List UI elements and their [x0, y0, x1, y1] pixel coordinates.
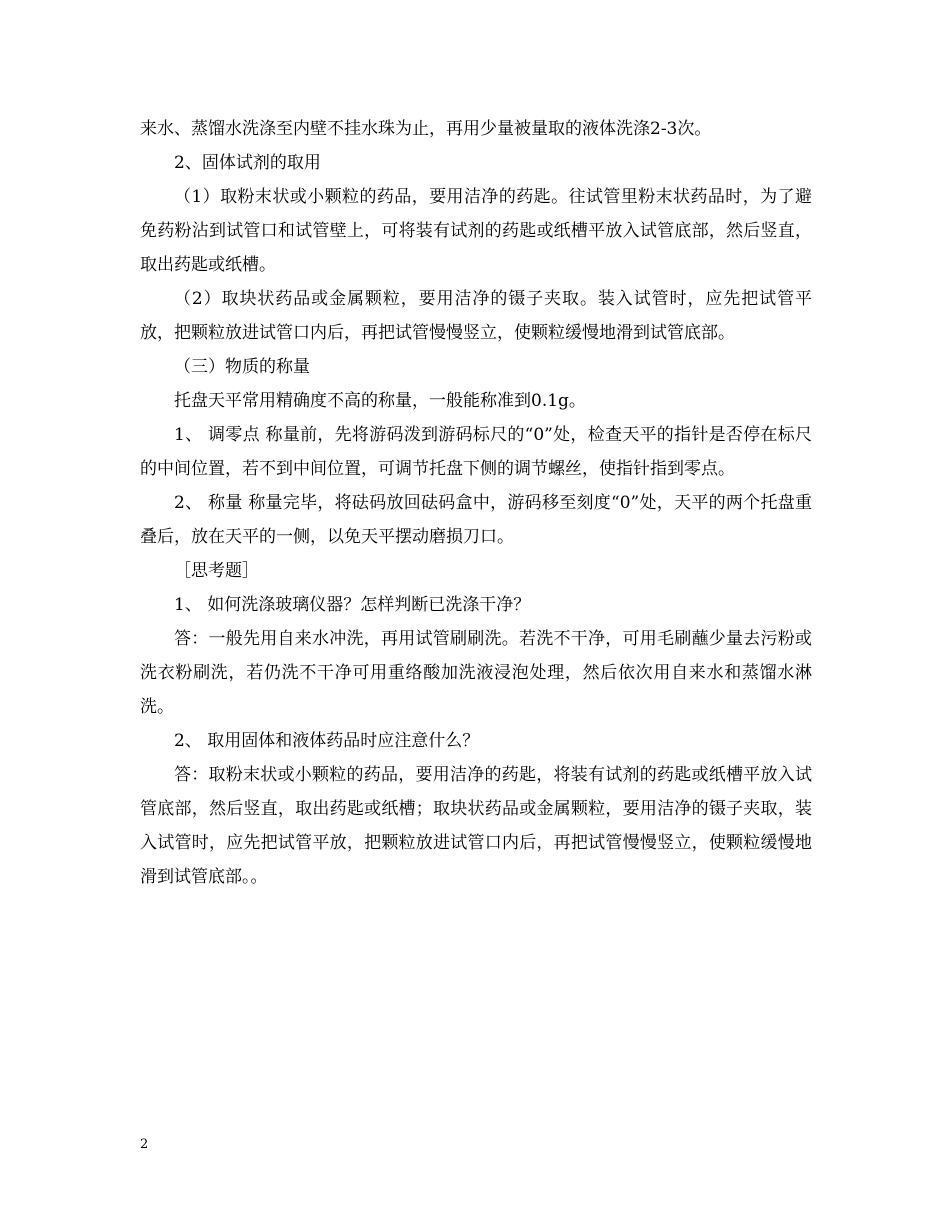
paragraph-continuation: 来水、蒸馏水洗涤至内壁不挂水珠为止，再用少量被量取的液体洗涤2-3次。 [140, 119, 712, 139]
paragraph-weighing: 2、 称量 称量完毕，将砝码放回砝码盒中，游码移至刻度“0”处，天平的两个托盘重叠后，放在天平的一侧，以免天平摆动磨损刀口。 [140, 493, 812, 547]
answer-2: 答：取粉末状或小颗粒的药品，要用洁净的药匙，将装有试剂的药匙或纸槽平放入试管底部，然后竖直，取出药匙或纸槽；取块状药品或金属颗粒，要用洁净的镊子夹取，装入试管时，应先把试管平放，把颗粒放进试管口内后，再把试管慢慢竖立，使颗粒缓慢地滑到试管底部。。 [140, 765, 812, 887]
section-heading-solid-reagents: 2、固体试剂的取用 [174, 153, 321, 173]
paragraph-powder-reagents: （1）取粉末状或小颗粒的药品，要用洁净的药匙。往试管里粉末状药品时，为了避免药粉沾到试管口和试管壁上，可将装有试剂的药匙或纸槽平放入试管底部，然后竖直，取出药匙或纸槽。 [140, 187, 812, 275]
answer-1: 答：一般先用自来水冲洗，再用试管刷刷洗。若洗不干净，可用毛刷蘸少量去污粉或洗衣粉刷洗，若仍洗不干净可用重络酸加洗液浸泡处理，然后依次用自来水和蒸馏水淋洗。 [140, 629, 812, 717]
section-heading-weighing: （三）物质的称量 [174, 357, 310, 377]
section-heading-questions: ［思考题］ [174, 561, 259, 581]
paragraph-block-reagents: （2）取块状药品或金属颗粒，要用洁净的镊子夹取。装入试管时，应先把试管平放，把颗粒放进试管口内后，再把试管慢慢竖立，使颗粒缓慢地滑到试管底部。 [140, 289, 812, 343]
page-number: 2 [140, 1137, 149, 1152]
paragraph-balance-intro: 托盘天平常用精确度不高的称量，一般能称准到0.1g。 [174, 391, 586, 411]
document-body [140, 112, 812, 894]
question-2: 2、 取用固体和液体药品时应注意什么？ [174, 731, 480, 751]
question-1: 1、 如何洗涤玻璃仪器？怎样判断已洗涤干净？ [174, 595, 531, 615]
paragraph-zero-point: 1、 调零点 称量前，先将游码泼到游码标尺的“0”处，检查天平的指针是否停在标尺的中间位置，若不到中间位置，可调节托盘下侧的调节螺丝，使指针指到零点。 [140, 425, 812, 479]
